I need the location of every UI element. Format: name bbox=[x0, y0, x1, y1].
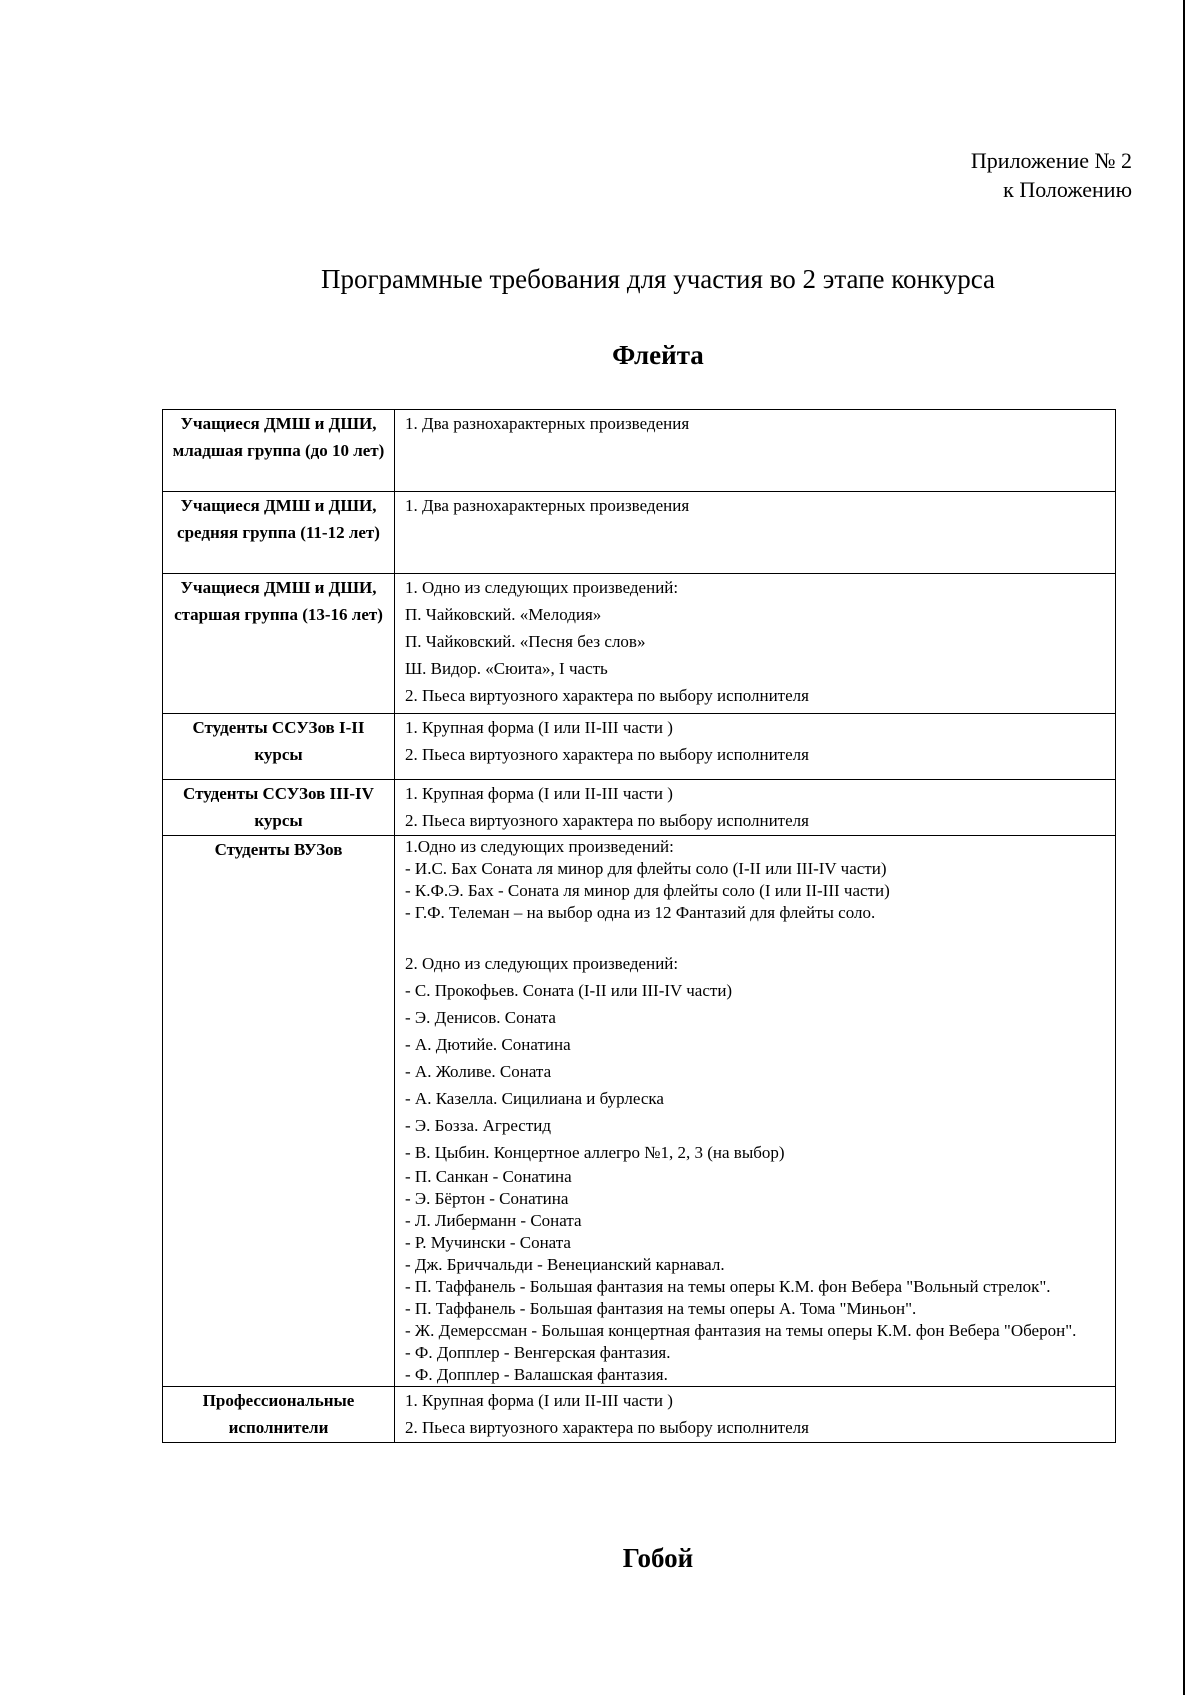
program-line: 2. Пьеса виртуозного характера по выбору исполнителя bbox=[405, 1418, 809, 1437]
program-line: - Р. Мучински - Соната bbox=[405, 1233, 571, 1252]
program-line: - К.Ф.Э. Бах - Соната ля минор для флейты соло (I или II-III части) bbox=[405, 881, 890, 900]
section-title-flute: Флейта bbox=[612, 340, 704, 370]
program-line: - Л. Либерманн - Соната bbox=[405, 1211, 582, 1230]
program-line: 1.Одно из следующих произведений: bbox=[405, 837, 674, 856]
program-line: - Э. Бозза. Агрестид bbox=[405, 1116, 552, 1135]
table-row bbox=[163, 1387, 1116, 1443]
appendix-reference: к Положению bbox=[1003, 177, 1132, 202]
program-line: 2. Пьеса виртуозного характера по выбору исполнителя bbox=[405, 811, 809, 830]
program-line: - Ж. Демерссман - Большая концертная фантазия на темы оперы К.М. фон Вебера "Оберон". bbox=[405, 1321, 1077, 1340]
program-line: - С. Прокофьев. Соната (I-II или III-IV части) bbox=[405, 981, 733, 1000]
program-line: - А. Казелла. Сицилиана и бурлеска bbox=[405, 1089, 664, 1108]
program-line: - Дж. Бриччальди - Венецианский карнавал. bbox=[405, 1255, 725, 1274]
program-cell bbox=[395, 780, 1116, 836]
category-cell: Профессиональные исполнители bbox=[163, 1387, 395, 1443]
program-line: 1. Два разнохарактерных произведения bbox=[405, 496, 690, 515]
program-line: - П. Таффанель - Большая фантазия на темы оперы К.М. фон Вебера "Вольный стрелок". bbox=[405, 1277, 1051, 1296]
table-row bbox=[163, 574, 1116, 714]
program-line: 1. Крупная форма (I или II-III части ) bbox=[405, 784, 673, 803]
appendix-note bbox=[971, 146, 1132, 204]
program-line: 1. Крупная форма (I или II-III части ) bbox=[405, 718, 673, 737]
program-line: - Ф. Допплер - Валашская фантазия. bbox=[405, 1365, 668, 1384]
program-line: - П. Санкан - Сонатина bbox=[405, 1167, 572, 1186]
category-cell: Студенты ССУЗов III-IV курсы bbox=[163, 780, 395, 836]
section-title-oboe: Гобой bbox=[622, 1543, 694, 1573]
program-line: П. Чайковский. «Мелодия» bbox=[405, 605, 602, 624]
table-row bbox=[163, 836, 1116, 1387]
program-line: - П. Таффанель - Большая фантазия на темы оперы А. Тома "Миньон". bbox=[405, 1299, 917, 1318]
table-row bbox=[163, 714, 1116, 780]
program-line: 1. Два разнохарактерных произведения bbox=[405, 414, 690, 433]
category-cell: Студенты ССУЗов I-II курсы bbox=[163, 714, 395, 780]
category-cell: Учащиеся ДМШ и ДШИ, младшая группа (до 10 лет) bbox=[163, 410, 395, 492]
table-row bbox=[163, 780, 1116, 836]
category-cell: Студенты ВУЗов bbox=[163, 836, 395, 1387]
program-cell bbox=[395, 492, 1116, 574]
program-line: - В. Цыбин. Концертное аллегро №1, 2, 3 (на выбор) bbox=[405, 1143, 785, 1162]
program-cell bbox=[395, 410, 1116, 492]
program-line: 1. Крупная форма (I или II-III части ) bbox=[405, 1391, 673, 1410]
program-line: 1. Одно из следующих произведений: bbox=[405, 578, 679, 597]
program-line: - Ф. Допплер - Венгерская фантазия. bbox=[405, 1343, 671, 1362]
table-row bbox=[163, 410, 1116, 492]
program-line: - И.С. Бах Соната ля минор для флейты соло (I-II или III-IV части) bbox=[405, 859, 887, 878]
program-line: 2. Одно из следующих произведений: bbox=[405, 954, 679, 973]
category-cell: Учащиеся ДМШ и ДШИ, средняя группа (11-12 лет) bbox=[163, 492, 395, 574]
program-cell bbox=[395, 836, 1116, 1387]
program-cell bbox=[395, 574, 1116, 714]
spacer bbox=[405, 924, 1107, 950]
program-line: 2. Пьеса виртуозного характера по выбору исполнителя bbox=[405, 745, 809, 764]
program-cell bbox=[395, 1387, 1116, 1443]
program-line: - А. Дютийе. Сонатина bbox=[405, 1035, 571, 1054]
program-line: - Г.Ф. Телеман – на выбор одна из 12 Фантазий для флейты соло. bbox=[405, 903, 876, 922]
requirements-table bbox=[162, 409, 1116, 1443]
page-edge-line bbox=[1183, 0, 1185, 1695]
table-row bbox=[163, 492, 1116, 574]
program-line: Ш. Видор. «Сюита», I часть bbox=[405, 659, 608, 678]
program-line: - Э. Денисов. Соната bbox=[405, 1008, 556, 1027]
program-line: - А. Жоливе. Соната bbox=[405, 1062, 552, 1081]
program-line: П. Чайковский. «Песня без слов» bbox=[405, 632, 646, 651]
program-cell bbox=[395, 714, 1116, 780]
appendix-number: Приложение № 2 bbox=[970, 148, 1132, 173]
program-line: - Э. Бёртон - Сонатина bbox=[405, 1189, 569, 1208]
category-cell: Учащиеся ДМШ и ДШИ, старшая группа (13-16 лет) bbox=[163, 574, 395, 714]
program-line: 2. Пьеса виртуозного характера по выбору исполнителя bbox=[405, 686, 809, 705]
page-title: Программные требования для участия во 2 этапе конкурса bbox=[320, 264, 995, 294]
